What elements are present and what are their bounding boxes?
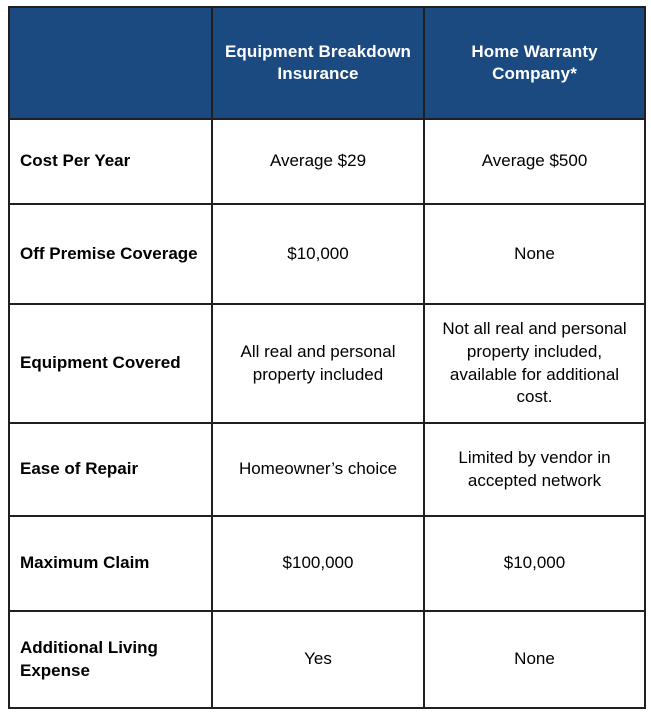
cell-additional-living-expense-equipment-breakdown: Yes	[212, 611, 424, 708]
table-row	[9, 611, 645, 708]
table-row	[9, 304, 645, 423]
table-row	[9, 119, 645, 204]
comparison-table-container	[8, 6, 644, 707]
table-body	[9, 119, 645, 708]
comparison-table	[8, 6, 646, 709]
cell-cost-per-year-home-warranty: Average $500	[424, 119, 645, 204]
header-equipment-breakdown-insurance: Equipment Breakdown Insurance	[212, 7, 424, 119]
cell-maximum-claim-home-warranty: $10,000	[424, 516, 645, 611]
row-label-additional-living-expense: Additional Living Expense	[9, 611, 212, 708]
cell-additional-living-expense-home-warranty: None	[424, 611, 645, 708]
header-home-warranty-company: Home Warranty Company*	[424, 7, 645, 119]
header-corner-cell	[9, 7, 212, 119]
row-label-off-premise-coverage: Off Premise Coverage	[9, 204, 212, 304]
cell-ease-of-repair-equipment-breakdown: Homeowner’s choice	[212, 423, 424, 516]
cell-ease-of-repair-home-warranty: Limited by vendor in accepted network	[424, 423, 645, 516]
table-row	[9, 204, 645, 304]
cell-equipment-covered-equipment-breakdown: All real and personal property included	[212, 304, 424, 423]
table-row	[9, 423, 645, 516]
table-header	[9, 7, 645, 119]
cell-equipment-covered-home-warranty: Not all real and personal property included, available for additional cost.	[424, 304, 645, 423]
row-label-maximum-claim: Maximum Claim	[9, 516, 212, 611]
cell-maximum-claim-equipment-breakdown: $100,000	[212, 516, 424, 611]
row-label-equipment-covered: Equipment Covered	[9, 304, 212, 423]
cell-off-premise-coverage-home-warranty: None	[424, 204, 645, 304]
table-row	[9, 516, 645, 611]
header-row	[9, 7, 645, 119]
row-label-ease-of-repair: Ease of Repair	[9, 423, 212, 516]
cell-off-premise-coverage-equipment-breakdown: $10,000	[212, 204, 424, 304]
cell-cost-per-year-equipment-breakdown: Average $29	[212, 119, 424, 204]
row-label-cost-per-year: Cost Per Year	[9, 119, 212, 204]
